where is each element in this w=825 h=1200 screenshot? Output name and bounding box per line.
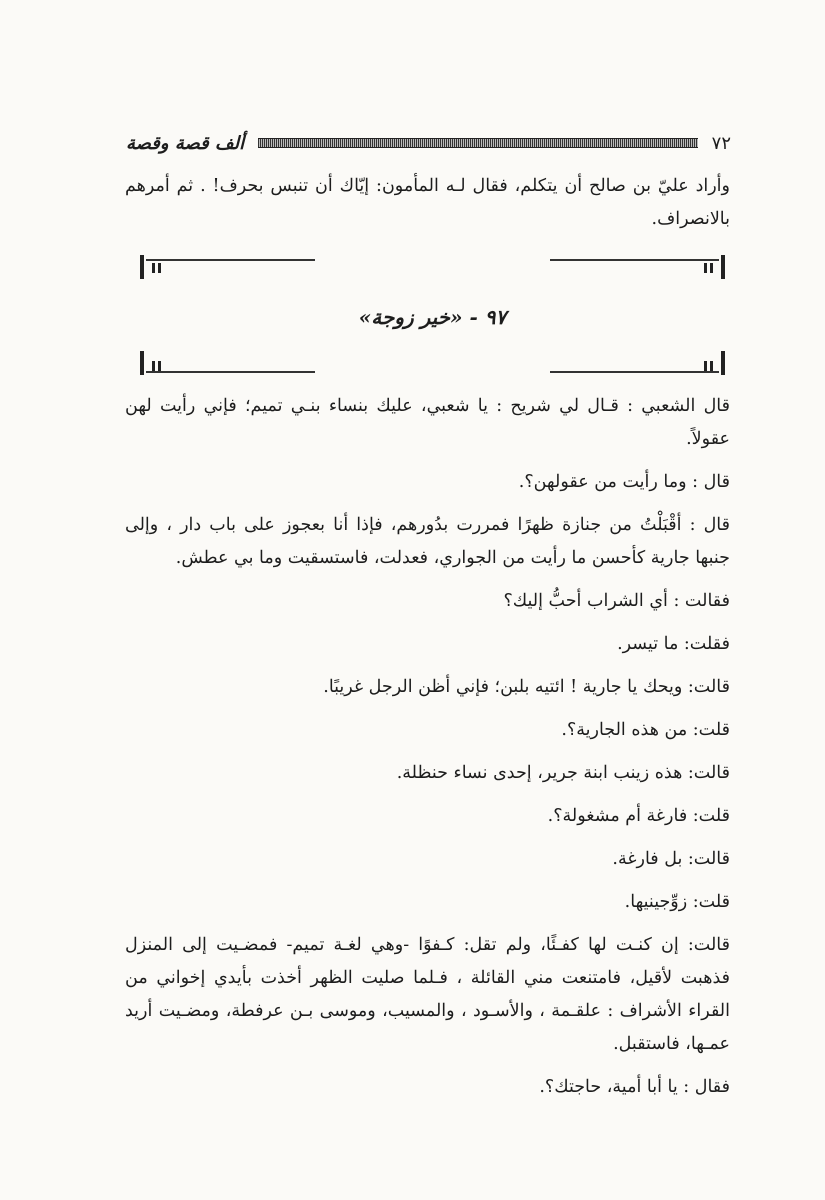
story-title-frame: [140, 255, 725, 375]
intro-paragraph: وأراد عليّ بن صالح أن يتكلم، فقال لـه المأمون: إيّاك أن تنبس بحرف! . ثم أمرهم بالانصراف.: [125, 176, 730, 229]
story-body: [125, 390, 730, 1104]
page-number: ٧٢: [711, 132, 731, 154]
frame-corner-bottom-left: [140, 351, 315, 375]
book-title: ألف قصة وقصة: [126, 132, 245, 154]
page-header: [126, 128, 731, 158]
story-paragraph: قلت: فارغة أم مشغولة؟.: [547, 806, 730, 826]
story-paragraph: قال الشعبي : قـال لي شريح : يا شعبي، عليك بنساء بنـي تميم؛ فإني رأيت لهن عقولاً.: [125, 396, 730, 449]
story-paragraph: قالت: بل فارغة.: [612, 849, 730, 869]
frame-corner-bottom-right: [550, 351, 725, 375]
intro-text: [125, 170, 730, 236]
story-title: ٩٧ - «خير زوجة»: [358, 305, 507, 329]
story-paragraph: قال : وما رأيت من عقولهن؟.: [518, 472, 730, 492]
story-paragraph: قالت: ويحك يا جارية ! ائتيه بلبن؛ فإني أظن الرجل غريبًا.: [323, 677, 730, 697]
story-paragraph: قالت: إن كنـت لها كفـئًا، ولم تقل: كـفوًا -وهي لغـة تميم- فمضـيت إلى المنزل فذهبت لأقيل، فامتنعت مني القائلة ، فـلما صليت الظهر أخذت بأيدي إخواني من القراء الأشراف : علقـمة ، والأسـود ، والمسيب، وموسى بـن عرفطة، ومضـيت أريد عمـها، فاستقبل.: [125, 935, 730, 1054]
header-rule: [258, 138, 698, 148]
story-paragraph: قال : أقْبَلْتُ من جنازة ظهرًا فمررت بدُورهم، فإذا أنا بعجوز على باب دار ، وإلى جنبها جارية كأحسن ما رأيت من الجواري، فعدلت، فاستسقيت وما بي عطش.: [125, 515, 730, 568]
story-paragraph: قالت: هذه زينب ابنة جرير، إحدى نساء حنظلة.: [396, 763, 730, 783]
story-paragraph: قلت: زوِّجينيها.: [624, 892, 730, 912]
frame-corner-top-right: [550, 255, 725, 279]
story-paragraph: فقال : يا أبا أمية، حاجتك؟.: [539, 1077, 730, 1097]
story-paragraph: فقلت: ما تيسر.: [617, 634, 730, 654]
frame-corner-top-left: [140, 255, 315, 279]
story-paragraph: فقالت : أي الشراب أحبُّ إليك؟: [503, 591, 730, 611]
story-paragraph: قلت: من هذه الجارية؟.: [561, 720, 730, 740]
